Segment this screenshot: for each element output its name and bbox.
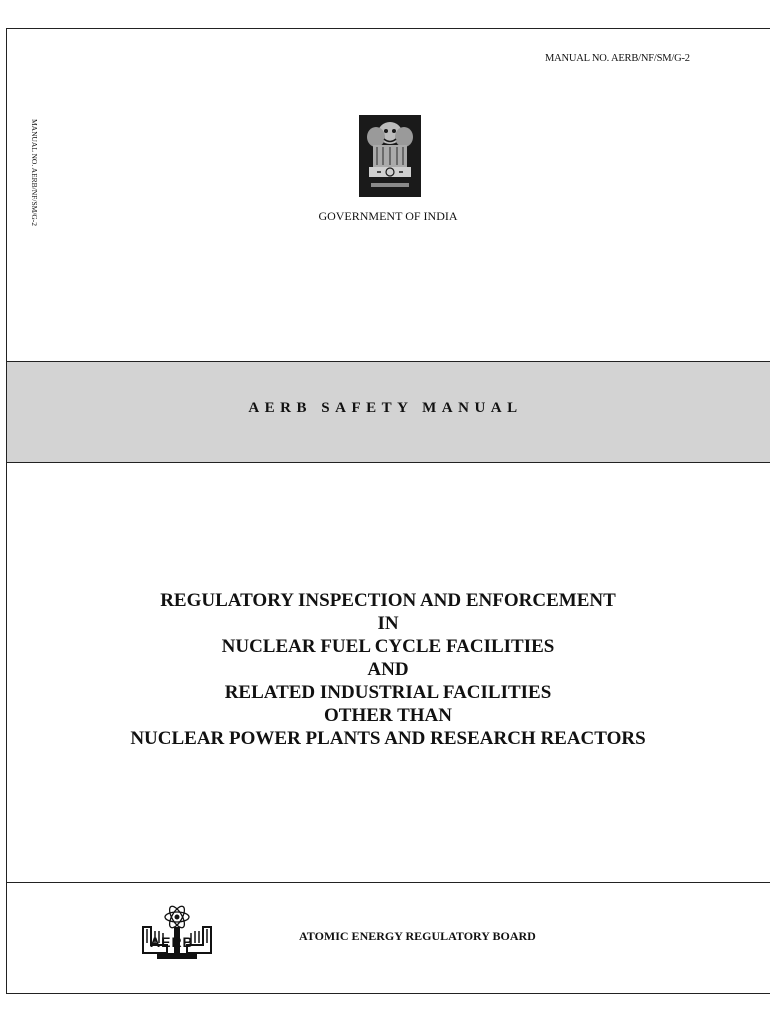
- spine-label: [29, 119, 41, 249]
- title-line-5: RELATED INDUSTRIAL FACILITIES: [224, 682, 552, 703]
- title-line-2: IN: [377, 613, 399, 634]
- title-line-3: NUCLEAR FUEL CYCLE FACILITIES: [221, 636, 555, 657]
- series-title: AERB SAFETY MANUAL: [248, 400, 523, 416]
- title-line-6: OTHER THAN: [324, 705, 452, 726]
- series-band: [7, 361, 770, 463]
- aerb-logo-text: AERB: [150, 934, 194, 950]
- board-name: ATOMIC ENERGY REGULATORY BOARD: [299, 929, 536, 943]
- spine-text: MANUAL NO. AERB/NF/SM/G-2: [30, 119, 39, 227]
- footer-divider: [7, 882, 770, 883]
- title-line-4: AND: [367, 659, 409, 680]
- state-emblem-of-india-icon: [359, 115, 421, 197]
- manual-number: MANUAL NO. AERB/NF/SM/G-2: [545, 53, 690, 64]
- cover-page: [6, 28, 770, 994]
- government-label: GOVERNMENT OF INDIA: [318, 209, 458, 223]
- title-line-1: REGULATORY INSPECTION AND ENFORCEMENT: [160, 590, 616, 611]
- document-title: [7, 589, 770, 750]
- title-line-7: NUCLEAR POWER PLANTS AND RESEARCH REACTORS: [130, 728, 646, 749]
